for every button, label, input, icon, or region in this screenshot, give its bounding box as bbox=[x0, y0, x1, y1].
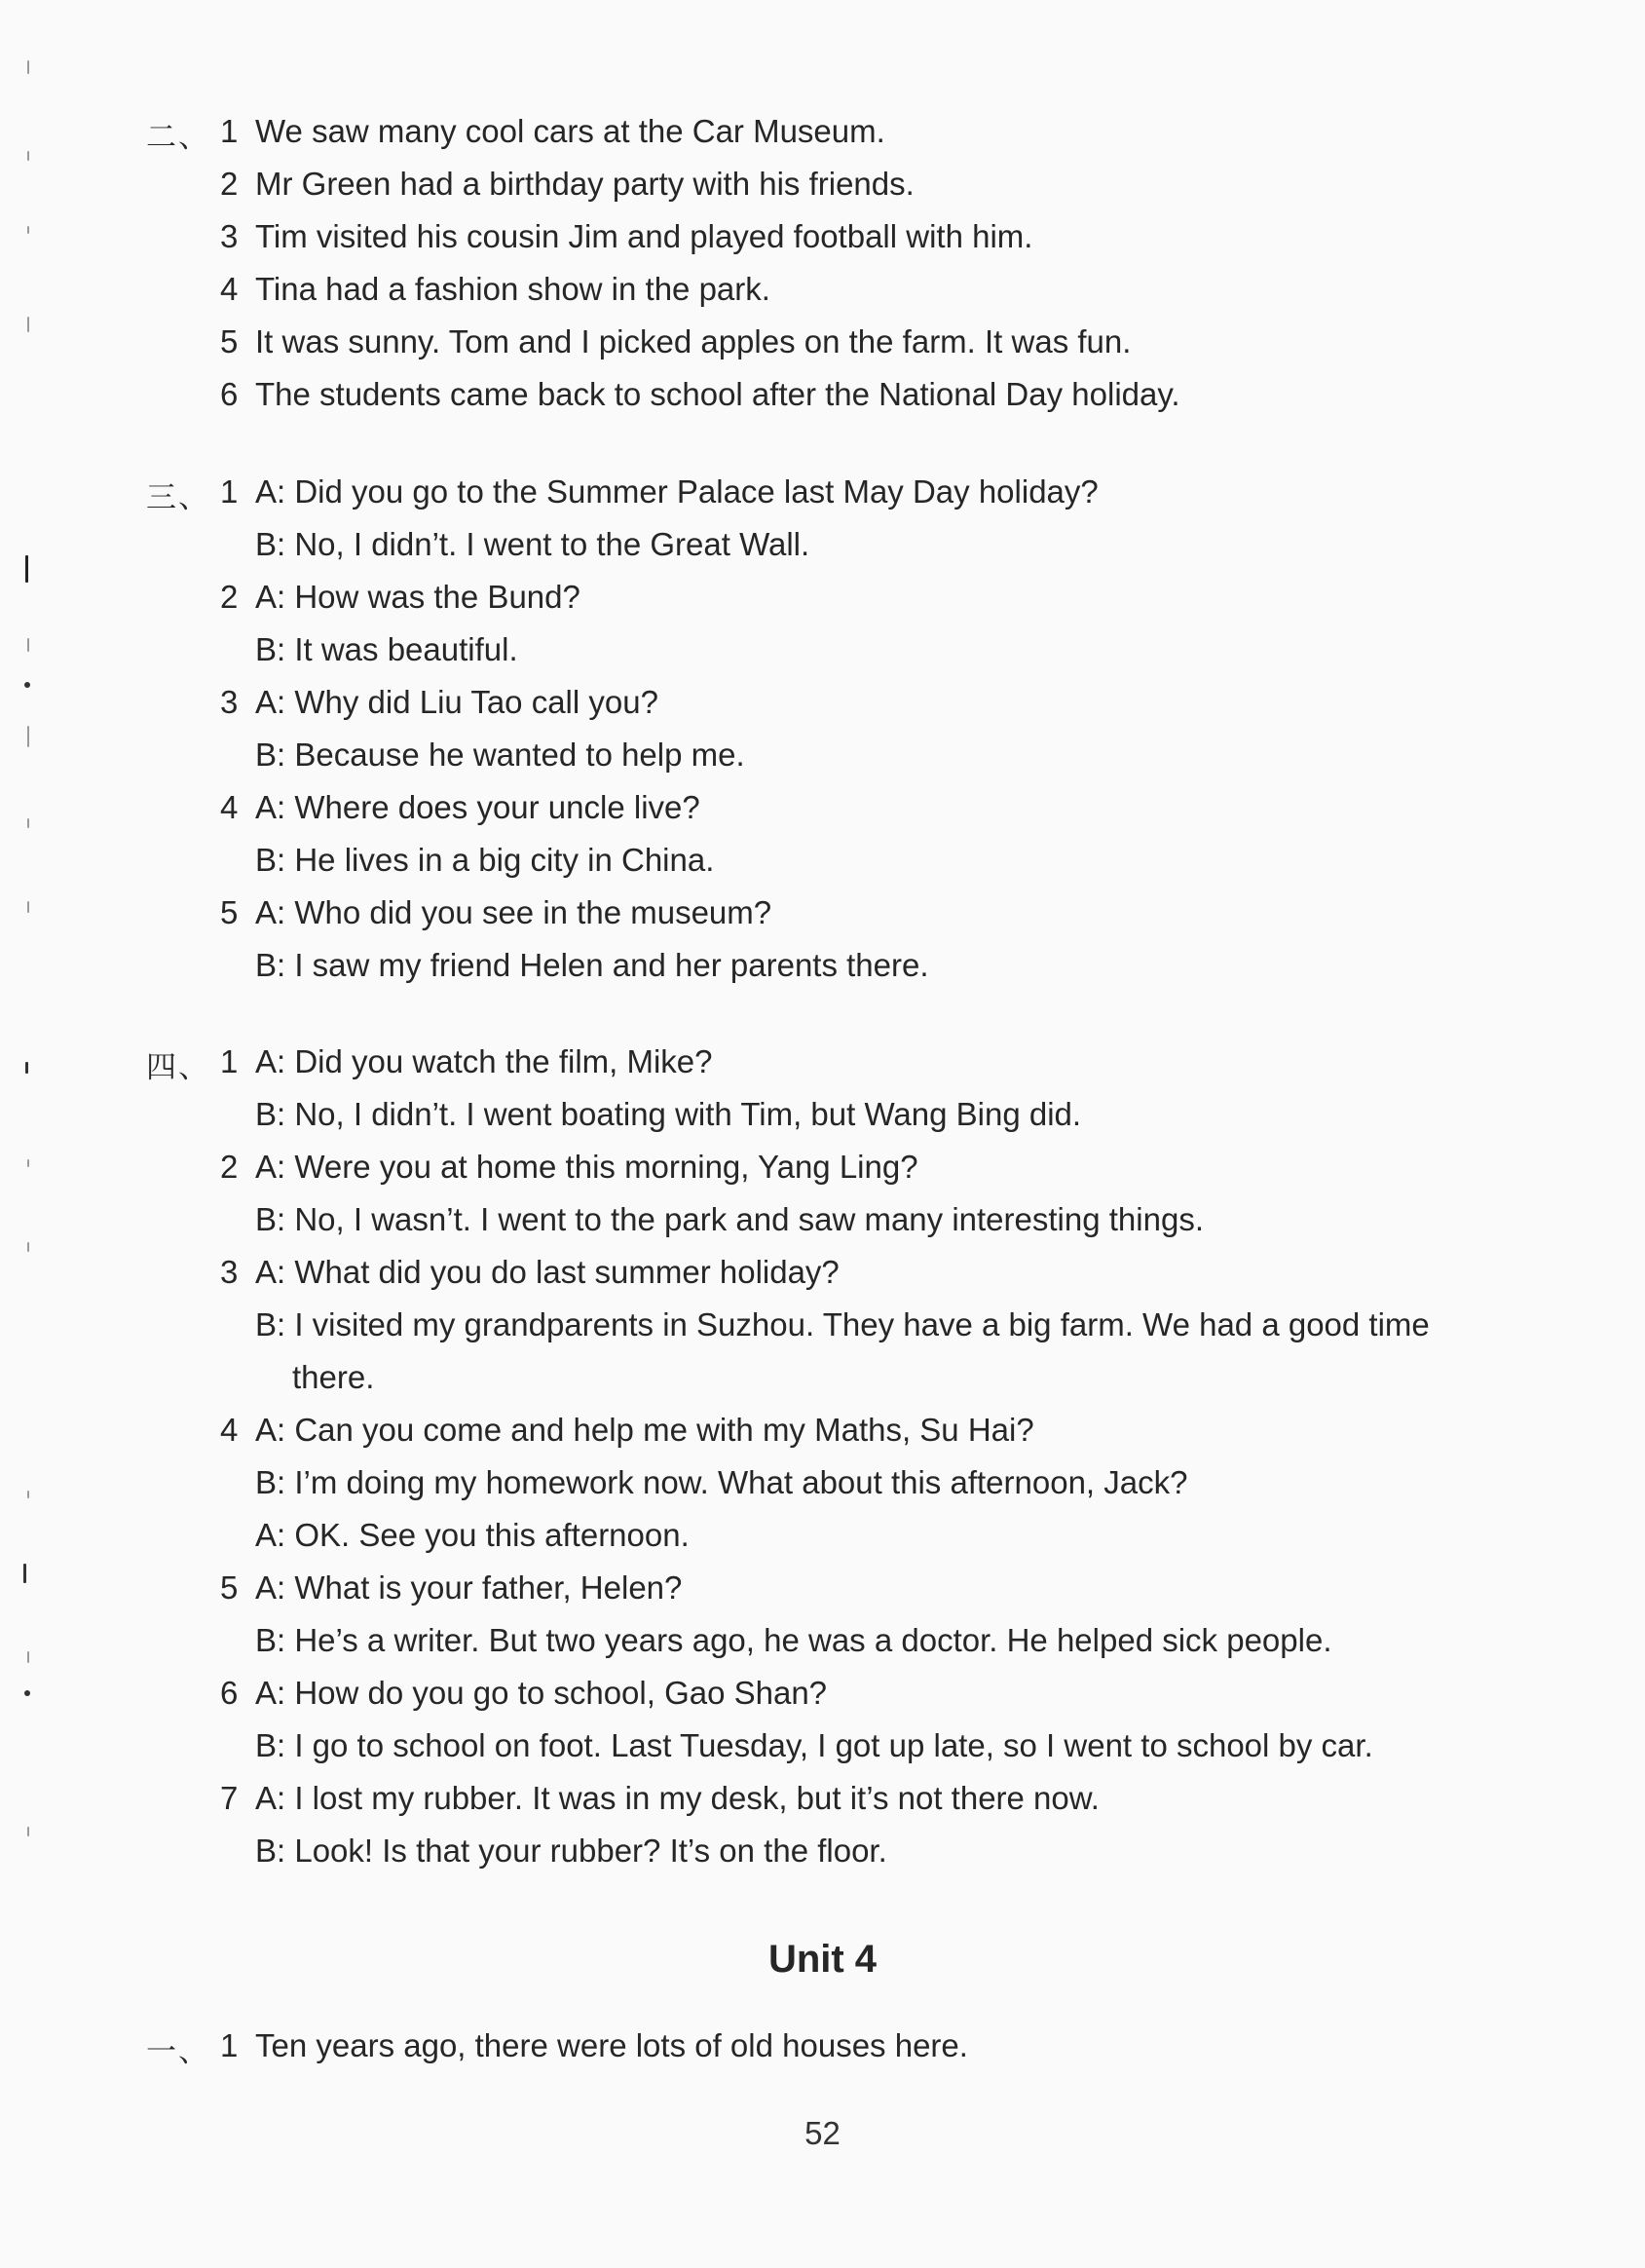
section-label: 一、 bbox=[146, 2034, 210, 2069]
binding-margin-marks bbox=[18, 0, 37, 2268]
unit-title: Unit 4 bbox=[767, 1938, 878, 1981]
page-number: 52 bbox=[804, 2115, 841, 2151]
section-label: 四、 bbox=[146, 1050, 210, 1085]
section-label: 二、 bbox=[146, 120, 210, 155]
answer-page: 二、 1 We saw many cool cars at the Car Museum. 2 Mr Green had a birthday party with his friends. 3 Tim visited his cousin Jim and played football with him. 4 Tina had a fashion show in the park. 5 It was sunny. Tom and I picked apples on the farm. It was fun. 6 The students came back to school after the National Day holiday. 三、 1 A: Did you go to the Summer Palace last May Day holiday? B: No, I didn’t. I went to the Great Wall. 2 A: How was the Bund? B: It was beautiful. 3 A: Why did Liu Tao call you? B: Because he wanted to help me. 4 A: Where does your uncle live? B: He lives in a big city in China. 5 A: Who did you see in the museum? B: I saw my friend Helen and her parents there. 四、 1 A: Did you watch the film, Mike? B: No, I didn’t. I went boating with Tim, but Wang Bing did. 2 A: Were you at home this morning, Yang Ling? B: No, I wasn’t. I went to the park and saw many interesting things. 3 A: What did you do last summer holiday? B: I visited my grandparents in Suzhou. They have a big farm. We had a good time there. 4 A: Can you come and help me with my Maths, Su Hai? B: I’m doing my homework now. What about this afternoon, Jack? A: OK. See you this afternoon. 5 A: What is your father, Helen? B: He’s a writer. But two years ago, he was a doctor. He helped sick people. 6 A: How do you go to school, Gao Shan? B: I go to school on foot. Last Tuesday, I got up late, so I went to school by car. 7 A: I lost my rubber. It was in my desk, but it’s not there now. B: Look! Is that your rubber? It’s on the floor. Unit 4 一、 1 Ten years ago, there were lots of old houses here. 52 bbox=[0, 0, 1645, 2268]
section-label: 三、 bbox=[146, 480, 210, 515]
